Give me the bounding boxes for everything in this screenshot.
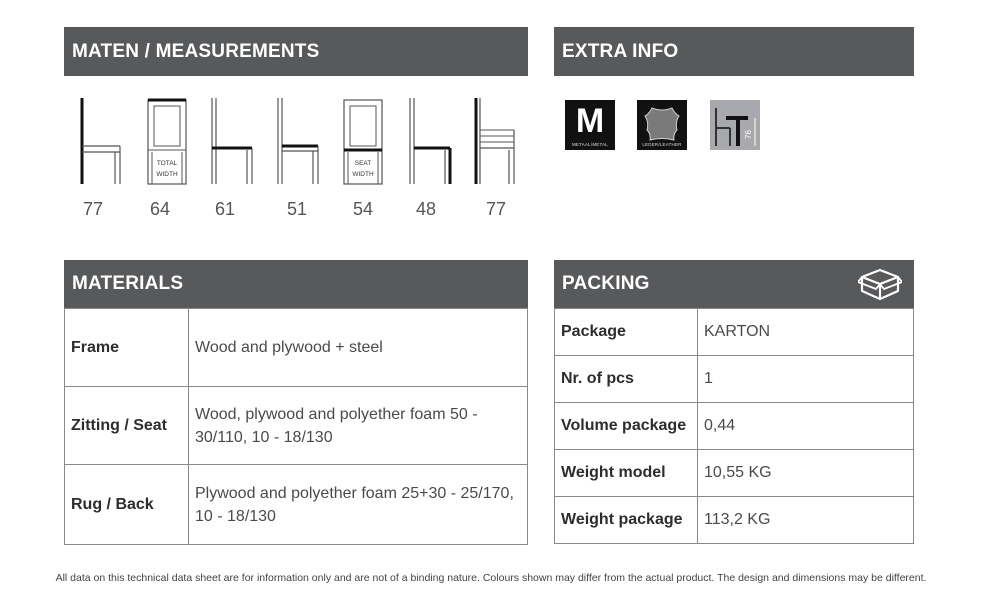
packing-key: Volume package — [555, 403, 698, 450]
disclaimer-footer: All data on this technical data sheet are for information only and are not of a binding nature. Colours shown may differ from the actual product. The design and dimensions may be different. — [55, 572, 927, 584]
materials-key: Zitting / Seat — [65, 387, 189, 465]
sketch-label-total-width: TOTAL WIDTH — [156, 160, 178, 178]
measurement-value: 48 — [415, 199, 437, 219]
materials-value: Wood and plywood + steel — [189, 309, 528, 387]
packing-key: Weight package — [555, 497, 698, 544]
materials-value: Plywood and polyether foam 25+30 - 25/170, 10 - 18/130 — [189, 465, 528, 545]
materials-title: MATERIALS — [72, 273, 184, 294]
measurement-value: 51 — [286, 199, 308, 219]
leather-icon-caption: LEDER/LEATHER — [642, 142, 682, 147]
table-height-value: 76 — [743, 130, 753, 139]
metal-icon-letter: M — [575, 102, 605, 140]
materials-table — [64, 308, 528, 545]
materials-key: Frame — [65, 309, 189, 387]
extra-info-title: EXTRA INFO — [562, 40, 679, 62]
sketch-seat-height — [406, 96, 452, 186]
table-row — [555, 356, 914, 403]
packing-value: 1 — [698, 356, 914, 403]
box-icon — [858, 267, 902, 303]
extra-info-header — [554, 27, 914, 76]
materials-key: Rug / Back — [65, 465, 189, 545]
materials-header — [64, 260, 528, 308]
measurement-values — [64, 199, 528, 223]
packing-key: Weight model — [555, 450, 698, 497]
measurements-title: MATEN / MEASUREMENTS — [72, 40, 320, 62]
measurement-value: 64 — [149, 199, 171, 219]
table-row — [555, 309, 914, 356]
packing-title: PACKING — [562, 273, 650, 294]
sketch-total-width — [146, 96, 188, 186]
sketch-total-height — [78, 96, 124, 186]
table-row — [555, 403, 914, 450]
table-row — [65, 465, 528, 545]
sketch-label-seat-width: SEAT WIDTH — [352, 160, 374, 178]
sketch-depth — [208, 96, 254, 186]
packing-value: 113,2 KG — [698, 497, 914, 544]
packing-table — [554, 308, 914, 544]
measurement-value: 77 — [82, 199, 104, 219]
measurements-header — [64, 27, 528, 76]
packing-value: 0,44 — [698, 403, 914, 450]
table-row — [555, 450, 914, 497]
measurement-value: 77 — [485, 199, 507, 219]
packing-key: Nr. of pcs — [555, 356, 698, 403]
leather-icon — [637, 100, 687, 150]
sketch-seat-depth — [274, 96, 320, 186]
measurement-sketches — [64, 96, 528, 191]
table-height-icon — [710, 100, 760, 150]
table-row — [555, 497, 914, 544]
sketch-seat-width — [342, 96, 384, 186]
metal-icon-caption: METAAL/METAL — [572, 142, 608, 147]
sketch-back-height — [472, 96, 518, 186]
measurement-value: 54 — [352, 199, 374, 219]
packing-value: 10,55 KG — [698, 450, 914, 497]
materials-value: Wood, plywood and polyether foam 50 - 30/110, 10 - 18/130 — [189, 387, 528, 465]
packing-value: KARTON — [698, 309, 914, 356]
metal-icon — [565, 100, 615, 150]
table-row — [65, 387, 528, 465]
packing-key: Package — [555, 309, 698, 356]
measurement-value: 61 — [214, 199, 236, 219]
table-row — [65, 309, 528, 387]
